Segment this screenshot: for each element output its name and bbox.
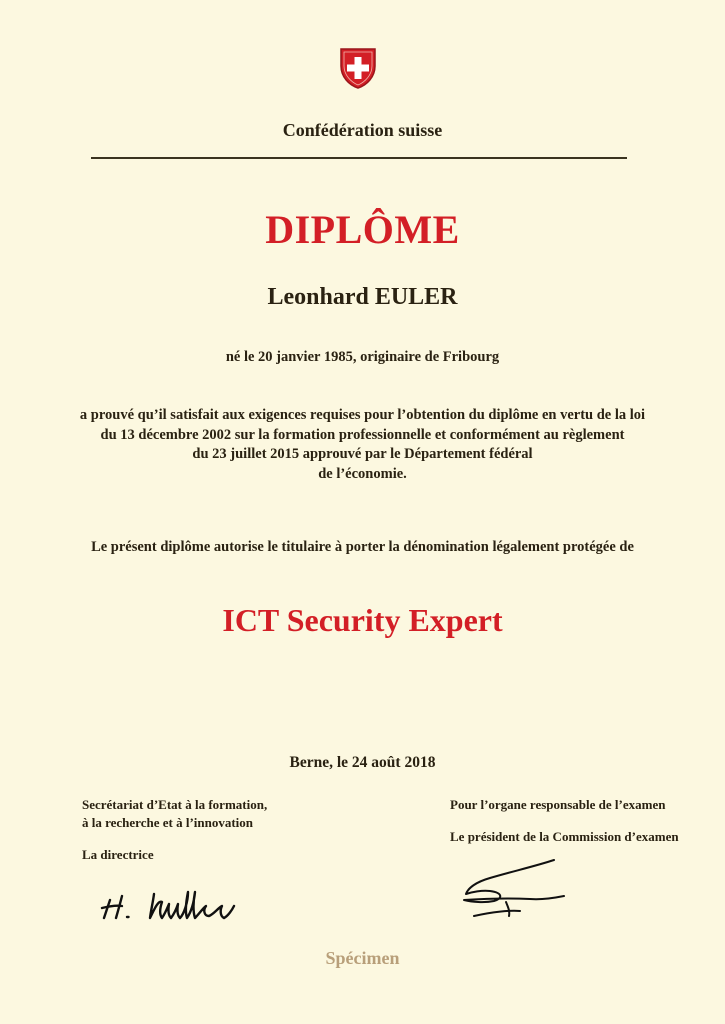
left-signatory-organization — [82, 796, 267, 832]
diploma-title: DIPLÔME — [265, 207, 460, 252]
legal-basis-line: du 23 juillet 2015 approuvé par le Département fédéral — [192, 446, 533, 462]
swiss-shield-icon — [338, 46, 378, 90]
right-signature-image — [458, 856, 570, 922]
right-signatory-organization: Pour l’organe responsable de l’examen — [450, 797, 666, 812]
legal-basis-line: du 13 décembre 2002 sur la formation professionnelle et conformément au règlement — [100, 426, 625, 443]
right-signatory-role: Le président de la Commission d’examen — [450, 829, 679, 844]
holder-name: Leonhard EULER — [267, 284, 458, 310]
legal-basis-text — [0, 406, 725, 484]
confederation-heading: Confédération suisse — [282, 120, 443, 140]
left-signatory-role: La directrice — [82, 847, 154, 862]
left-org-line: à la recherche et à l’innovation — [82, 815, 254, 830]
authorization-text: Le présent diplôme autorise le titulaire à porter la dénomination légalement protégée de — [91, 539, 634, 555]
specimen-watermark: Spécimen — [325, 948, 400, 968]
left-org-line: Secrétariat d’Etat à la formation, — [82, 797, 268, 812]
legal-basis-line: a prouvé qu’il satisfait aux exigences requises pour l’obtention du diplôme en vertu de la loi — [79, 407, 646, 423]
birth-line: né le 20 janvier 1985, originaire de Fribourg — [225, 349, 500, 365]
left-signature-image — [96, 880, 241, 922]
legal-basis-line: de l’économie. — [318, 465, 407, 482]
degree-title: ICT Security Expert — [222, 602, 503, 638]
place-date: Berne, le 24 août 2018 — [289, 754, 436, 771]
header-divider — [91, 157, 627, 159]
